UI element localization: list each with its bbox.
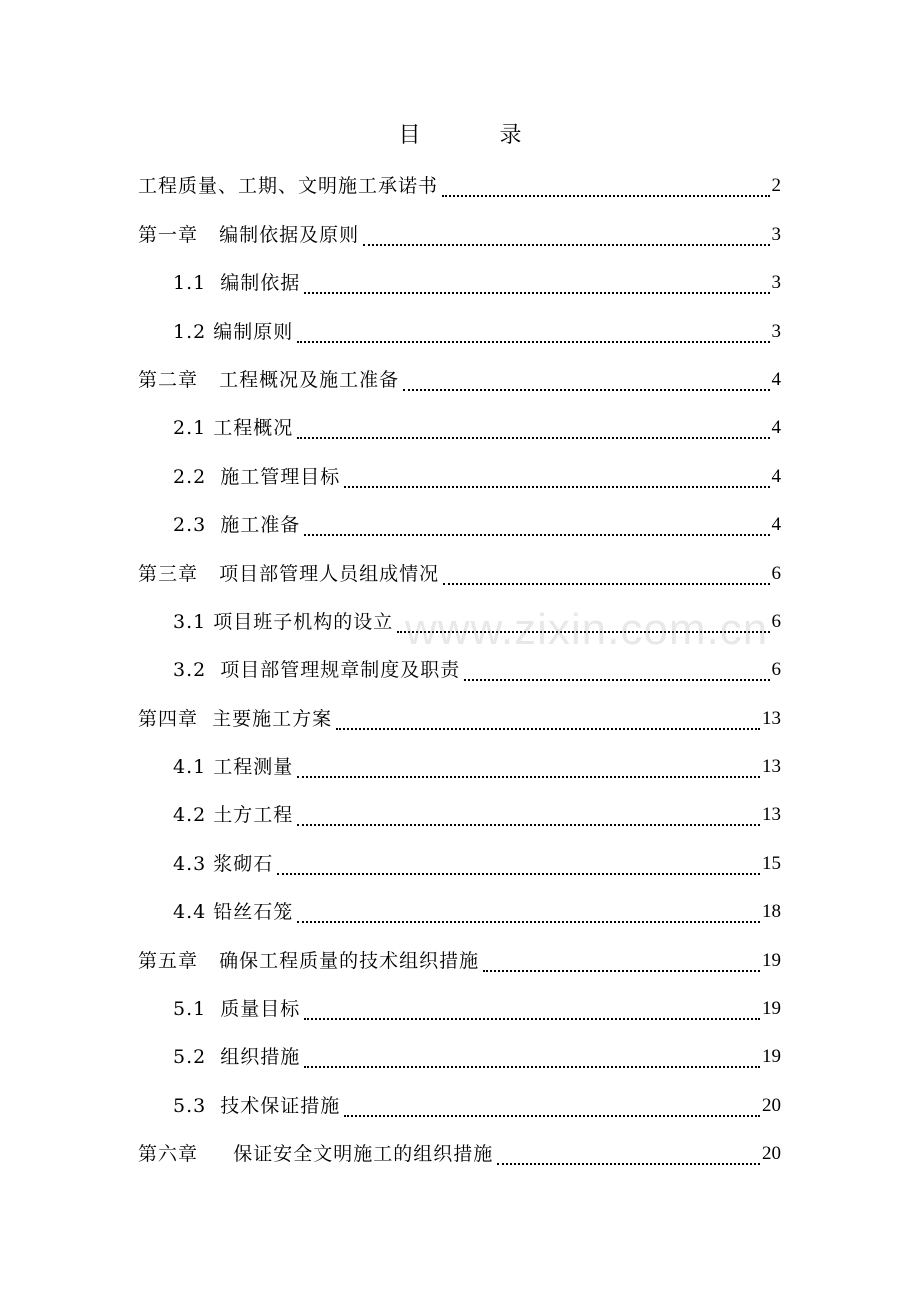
toc-entry-label: 4.1 工程测量 — [173, 756, 294, 779]
toc-entry-page: 6 — [771, 562, 781, 584]
toc-entry-label: 第五章 确保工程质量的技术组织措施 — [138, 949, 480, 972]
toc-entry-label: 第六章 保证安全文明施工的组织措施 — [138, 1143, 494, 1166]
toc-entry[interactable] — [138, 452, 781, 500]
toc-entry[interactable] — [138, 1033, 781, 1081]
toc-entry[interactable] — [138, 839, 781, 887]
dot-leader — [497, 1130, 760, 1178]
toc-entry-page: 6 — [771, 659, 781, 681]
toc-entry[interactable] — [138, 210, 781, 258]
toc-entry[interactable] — [138, 356, 781, 404]
toc-entry[interactable] — [138, 404, 781, 452]
dot-leader — [297, 404, 769, 452]
toc-entry[interactable] — [138, 1130, 781, 1178]
toc-list — [138, 162, 781, 1178]
dot-leader — [304, 1033, 760, 1081]
toc-entry[interactable] — [138, 549, 781, 597]
toc-entry-page: 19 — [762, 949, 781, 971]
toc-entry-page: 13 — [762, 804, 781, 826]
toc-entry-page: 13 — [762, 756, 781, 778]
toc-entry[interactable] — [138, 501, 781, 549]
dot-leader — [297, 743, 760, 791]
toc-entry[interactable] — [138, 888, 781, 936]
toc-entry-page: 3 — [771, 320, 781, 342]
toc-entry[interactable] — [138, 791, 781, 839]
toc-entry-page: 19 — [762, 998, 781, 1020]
toc-entry-label: 2.3 施工准备 — [173, 514, 301, 537]
toc-entry-page: 20 — [762, 1094, 781, 1116]
dot-leader — [304, 501, 769, 549]
toc-title: 目 录 — [398, 123, 558, 148]
watermark-text: www.zixin.com.cn — [405, 605, 769, 654]
toc-entry[interactable] — [138, 694, 781, 742]
toc-entry-label: 5.1 质量目标 — [173, 998, 301, 1021]
dot-leader — [336, 695, 760, 743]
toc-entry-label: 2.1 工程概况 — [173, 417, 294, 440]
toc-entry-label: 1.2 编制原则 — [173, 320, 294, 343]
toc-entry-label: 第四章 主要施工方案 — [138, 707, 333, 730]
toc-entry-label: 4.4 铅丝石笼 — [173, 901, 294, 924]
toc-entry[interactable] — [138, 259, 781, 307]
toc-entry-page: 13 — [762, 707, 781, 729]
dot-leader — [297, 888, 760, 936]
toc-entry-label: 5.3 技术保证措施 — [173, 1094, 341, 1117]
dot-leader — [403, 356, 769, 404]
toc-entry-label: 第二章 工程概况及施工准备 — [138, 368, 400, 391]
toc-entry[interactable] — [138, 646, 781, 694]
dot-leader — [442, 162, 769, 210]
dot-leader — [297, 791, 760, 839]
toc-entry-page: 4 — [771, 417, 781, 439]
toc-entry-page: 15 — [762, 852, 781, 874]
dot-leader — [297, 308, 769, 356]
dot-leader — [363, 211, 769, 259]
dot-leader — [277, 840, 760, 888]
toc-entry-label: 3.1 项目班子机构的设立 — [173, 610, 394, 633]
toc-entry-page: 6 — [771, 610, 781, 632]
toc-entry-label: 第三章 项目部管理人员组成情况 — [138, 562, 440, 585]
toc-entry-label: 4.3 浆砌石 — [173, 852, 274, 875]
dot-leader — [344, 453, 769, 501]
toc-entry[interactable] — [138, 598, 781, 646]
dot-leader — [304, 985, 760, 1033]
toc-entry[interactable] — [138, 162, 781, 210]
toc-entry-label: 4.2 土方工程 — [173, 804, 294, 827]
toc-entry[interactable] — [138, 307, 781, 355]
dot-leader — [397, 598, 769, 646]
toc-entry[interactable] — [138, 1081, 781, 1129]
toc-entry-page: 2 — [771, 175, 781, 197]
toc-entry-label: 1.1 编制依据 — [173, 272, 301, 295]
toc-entry-page: 3 — [771, 272, 781, 294]
toc-entry-page: 19 — [762, 1046, 781, 1068]
toc-entry-label: 5.2 组织措施 — [173, 1046, 301, 1069]
dot-leader — [443, 550, 769, 598]
toc-entry-page: 20 — [762, 1143, 781, 1165]
toc-entry-page: 18 — [762, 901, 781, 923]
dot-leader — [344, 1082, 760, 1130]
toc-entry[interactable] — [138, 936, 781, 984]
toc-entry-page: 4 — [771, 465, 781, 487]
toc-entry[interactable] — [138, 743, 781, 791]
toc-entry-label: 工程质量、工期、文明施工承诺书 — [138, 175, 439, 198]
toc-entry-page: 3 — [771, 223, 781, 245]
dot-leader — [304, 259, 769, 307]
dot-leader — [483, 937, 760, 985]
toc-entry-label: 2.2 施工管理目标 — [173, 465, 341, 488]
toc-entry-page: 4 — [771, 514, 781, 536]
toc-entry-label: 第一章 编制依据及原则 — [138, 223, 360, 246]
toc-entry[interactable] — [138, 985, 781, 1033]
dot-leader — [464, 646, 769, 694]
toc-entry-label: 3.2 项目部管理规章制度及职责 — [173, 659, 461, 682]
toc-entry-page: 4 — [771, 368, 781, 390]
